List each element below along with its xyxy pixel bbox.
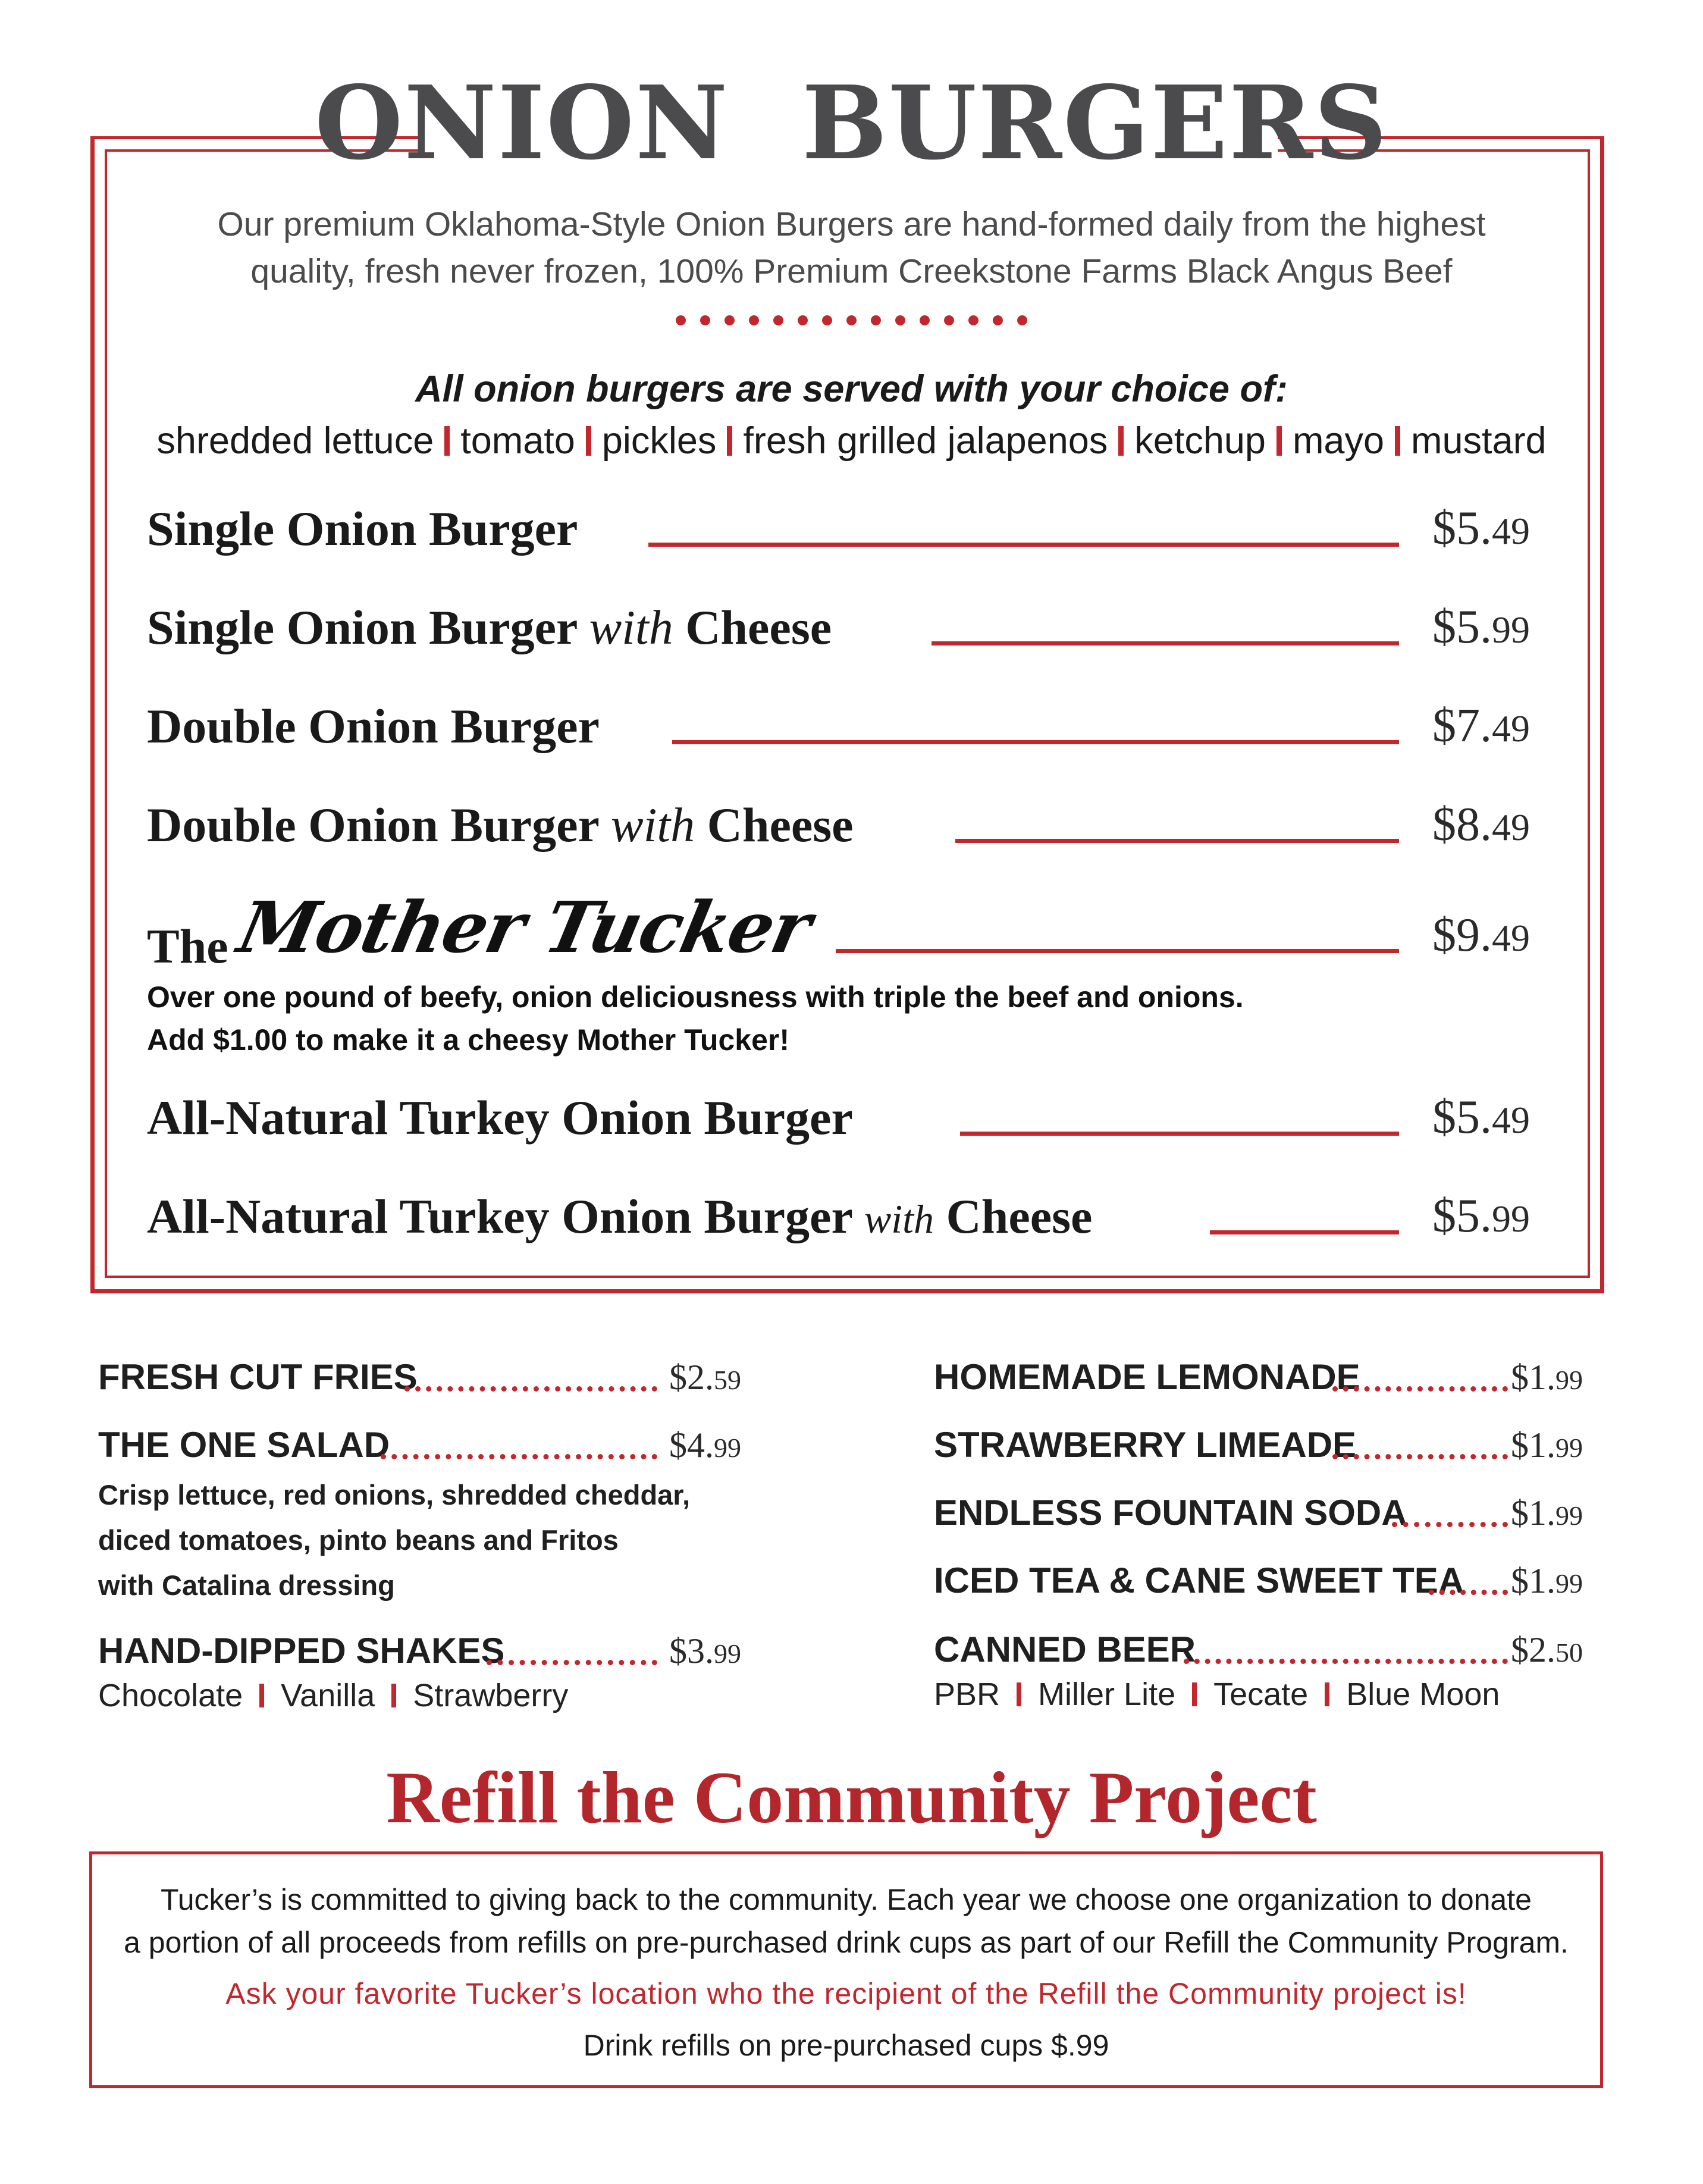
- drink-item-price: $1.99: [1511, 1358, 1583, 1397]
- topping: shredded lettuce: [156, 420, 434, 462]
- menu-item-name: Double Onion Burger with Cheese: [147, 798, 854, 852]
- drink-item-price: $2.50: [1511, 1630, 1583, 1669]
- toppings-list: [0, 419, 1703, 462]
- side-item-price: $4.99: [669, 1425, 741, 1465]
- topping: pickles: [601, 420, 717, 462]
- dot-divider: [0, 315, 1703, 328]
- dot-leader: [1332, 1386, 1508, 1392]
- menu-item-name: All-Natural Turkey Onion Burger: [147, 1091, 853, 1145]
- side-item-name: HAND-DIPPED SHAKES: [98, 1631, 505, 1671]
- drink-item-name: STRAWBERRY LIMEADE: [934, 1425, 1357, 1465]
- drink-item-price: $1.99: [1511, 1493, 1583, 1533]
- mother-tucker-description: Over one pound of beefy, onion deliciousness with triple the beef and onions. Add $1.00 to make it a cheesy Mother Tucker!: [147, 980, 1244, 1057]
- price-leader-line: [932, 641, 1399, 646]
- page-title: ONION BURGERS: [315, 64, 1388, 183]
- topping: ketchup: [1134, 420, 1266, 462]
- drink-item-name: HOMEMADE LEMONADE: [934, 1357, 1360, 1397]
- menu-item-price: $5.99: [1432, 1190, 1530, 1242]
- drink-item-name: ENDLESS FOUNTAIN SODA: [934, 1493, 1407, 1533]
- topping: mayo: [1292, 420, 1385, 462]
- menu-item-price: $5.49: [1432, 1091, 1530, 1143]
- menu-item-name: Single Onion Burger with Cheese: [147, 600, 832, 654]
- dot-leader: [487, 1660, 657, 1665]
- menu-item-name: All-Natural Turkey Onion Burger with Cheese: [147, 1189, 1093, 1243]
- refill-description: Tucker’s is committed to giving back to the community. Each year we choose one organization to donate a portion of all proceeds from refills on pre-purchased drink cups as part of our Refill the Community Program.: [124, 1883, 1569, 1959]
- menu-item-price: $5.49: [1432, 502, 1530, 554]
- served-with-heading: All onion burgers are served with your choice of:: [415, 368, 1288, 410]
- price-leader-line: [648, 543, 1399, 547]
- menu-item-name: Double Onion Burger: [147, 699, 600, 753]
- menu-item-price: $5.99: [1432, 601, 1530, 653]
- side-item-name: THE ONE SALAD: [98, 1425, 390, 1465]
- refill-ask-text: Ask your favorite Tucker’s location who the recipient of the Refill the Community project is!: [225, 1977, 1467, 2010]
- intro-text: Our premium Oklahoma-Style Onion Burgers are hand-formed daily from the highest quality, fresh never frozen, 100% Premium Creekstone Farms Black Angus Beef: [217, 205, 1486, 290]
- price-leader-line: [960, 1132, 1399, 1136]
- shake-flavors: Chocolate Vanilla Strawberry: [98, 1678, 569, 1713]
- dot-leader: [1332, 1454, 1508, 1459]
- side-item-price: $3.99: [669, 1631, 741, 1671]
- topping: tomato: [460, 420, 575, 462]
- drink-item-price: $1.99: [1511, 1561, 1583, 1600]
- dot-leader: [1184, 1659, 1508, 1664]
- price-leader-line: [955, 839, 1399, 843]
- refill-cups-price: Drink refills on pre-purchased cups $.99: [583, 2029, 1109, 2062]
- side-item-name: FRESH CUT FRIES: [98, 1357, 418, 1397]
- drink-item-name: ICED TEA & CANE SWEET TEA: [934, 1561, 1464, 1600]
- salad-description: Crisp lettuce, red onions, shredded cheddar, diced tomatoes, pinto beans and Fritos with Catalina dressing: [98, 1479, 691, 1601]
- topping: mustard: [1411, 420, 1547, 462]
- drink-item-name: CANNED BEER: [934, 1630, 1196, 1669]
- beer-options: PBR Miller Lite Tecate Blue Moon: [934, 1677, 1500, 1712]
- menu-item-name: Single Onion Burger: [147, 502, 578, 556]
- mother-tucker-logo: Mother Tucker: [231, 886, 818, 969]
- dot-leader: [1429, 1590, 1508, 1595]
- drink-item-price: $1.99: [1511, 1425, 1583, 1465]
- dot-leader: [1392, 1522, 1508, 1527]
- menu-item-price: $8.49: [1432, 798, 1530, 851]
- price-leader-line: [672, 740, 1399, 744]
- topping: fresh grilled jalapenos: [743, 420, 1108, 462]
- menu-item-price: $9.49: [1432, 909, 1530, 961]
- dot-leader: [404, 1386, 657, 1392]
- price-leader-line: [1210, 1230, 1399, 1234]
- side-item-price: $2.59: [669, 1358, 741, 1397]
- menu-item-price: $7.49: [1432, 700, 1530, 752]
- dot-leader: [381, 1454, 657, 1459]
- price-leader-line: [836, 949, 1399, 953]
- refill-title: Refill the Community Project: [386, 1757, 1317, 1838]
- mother-tucker-name: The Mother Tucker: [147, 886, 818, 973]
